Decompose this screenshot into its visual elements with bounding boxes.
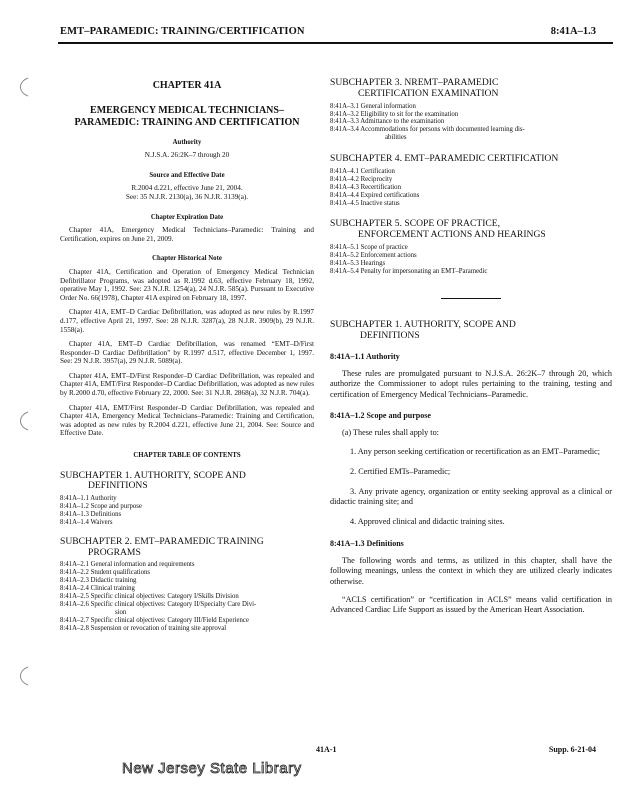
source-line: R.2004 d.221, effective June 21, 2004. [131,184,243,193]
toc-item: 8:41A–5.1 Scope of practice [330,244,408,252]
history-paragraph: Chapter 41A, Certification and Operation of Emergency Medical Technician Defibrillator Programs, was adopted as R.1992 d.63, effective February 18, 1992, operative May 1, 1992. See: 23 N.J.R. 1254(a), 24 N.J.R. 585(a). Pursuant to Executive Order No. 66(1978), Chapter 41A expired on February 18, 1997. [60,267,314,302]
binding-mark-icon [14,410,32,432]
toc-item: 8:41A–4.4 Expired certifications [330,191,420,199]
right-column [330,78,612,623]
chapter-number: CHAPTER 41A [152,80,222,91]
library-stamp: New Jersey State Library [122,760,302,777]
toc-item: 8:41A–4.5 Inactive status [330,199,400,207]
authority-text: N.J.S.A. 26:2K–7 through 20 [144,151,230,160]
toc-item: 8:41A–2.2 Student qualifications [60,569,151,577]
binding-mark-icon [14,76,32,98]
definitions-intro: The following words and terms, as utilized in this chapter, shall have the following meanings, unless the context in which they are utilized clearly indicates otherwise. [330,556,612,586]
section-heading-scope: 8:41A–1.2 Scope and purpose [330,410,431,420]
toc-item: 8:41A–3.2 Eligibility to sit for the examination [330,110,459,118]
history-paragraph: Chapter 41A, EMT/First Responder–D Cardiac Defibrillation, was repealed and Chapter 41A, Emergency Medical Technicians–Paramedic: Training and Certification, was adopted as new rules by R.2004 d.221, effective June 21, 2004. See: Source and Effective Date. [60,403,314,438]
scope-item: 3. Any private agency, organization or entity seeking approval as a clinical or didactic training site; and [330,487,612,507]
toc-subchapter-4: SUBCHAPTER 4. EMT–PARAMEDIC CERTIFICATION [330,153,559,165]
source-heading: Source and Effective Date [149,171,225,179]
toc-item: 8:41A–5.4 Penalty for impersonating an EMT–Paramedic [330,267,488,275]
definition-acls: “ACLS certification” or “certification in ACLS” means valid certification in Advanced Cardiac Life Support as issued by the American Heart Association. [330,594,612,615]
toc-subchapter-3: SUBCHAPTER 3. NREMT–PARAMEDIC CERTIFICATION EXAMINATION [330,77,499,99]
section-heading-definitions: 8:41A–1.3 Definitions [330,538,404,548]
toc-item: 8:41A–1.3 Definitions [60,511,122,519]
toc-item: 8:41A–2.7 Specific clinical objectives: Category III/Field Experience [60,616,249,624]
scope-intro: (a) These rules shall apply to: [342,428,439,438]
toc-item: 8:41A–2.1 General information and requirements [60,561,195,569]
supplement-date: Supp. 6-21-04 [548,745,596,754]
page-number: 41A-1 [316,745,337,754]
left-column [60,78,314,633]
history-paragraph: Chapter 41A, EMT–D Cardiac Defibrillation, was renamed “EMT–D/First Responder–D Cardiac Defibrillation” by R.1997 d.517, effective December 1, 1997. See: 29 N.J.R. 3957(a), 29 N.J.R. 5089(a). [60,340,314,366]
scope-item: 2. Certified EMTs–Paramedic; [350,466,451,476]
toc-item: 8:41A–2.8 Suspension or revocation of training site approval [60,624,227,632]
source-line: See: 35 N.J.R. 2130(a), 36 N.J.R. 3139(a). [125,192,249,201]
toc-heading: CHAPTER TABLE OF CONTENTS [133,452,241,460]
section-divider [441,298,501,299]
history-paragraph: Chapter 41A, EMT–D/First Responder–D Cardiac Defibrillation, was repealed and Chapter 41A, EMT/First Responder–D Cardiac Defibrillation, was adopted as new rules by R.2000 d.70, effective February 22, 2000. See: 31 N.J.R. 2868(a), 32 N.J.R. 704(a). [60,371,314,398]
section-heading-authority: 8:41A–1.1 Authority [330,351,400,361]
toc-item: 8:41A–2.6 Specific clinical objectives: Category II/Specialty Care Divi- sion [60,600,257,616]
header-section-number: 8:41A–1.3 [550,26,596,37]
toc-item: 8:41A–1.2 Scope and purpose [60,503,142,511]
header-rule [58,42,613,44]
toc-item: 8:41A–2.4 Clinical training [60,585,135,593]
binding-mark-icon [14,665,32,687]
expiration-heading: Chapter Expiration Date [150,213,224,221]
running-header [0,0,618,46]
authority-heading: Authority [172,138,202,146]
authority-paragraph: These rules are promulgated pursuant to N.J.S.A. 26:2K–7 through 20, which authorize the Commissioner to adopt rules pertaining to the training, testing and certification of Emergency Medical Technicians–Paramedic. [330,369,612,399]
subchapter-1-heading: SUBCHAPTER 1. AUTHORITY, SCOPE AND DEFINITIONS [330,318,516,341]
expiration-text: Chapter 41A, Emergency Medical Technicians–Paramedic: Training and Certification, expires on June 21, 2009. [60,226,314,243]
toc-item: 8:41A–2.3 Didactic training [60,577,137,585]
toc-subchapter-1: SUBCHAPTER 1. AUTHORITY, SCOPE AND DEFINITIONS [60,469,246,492]
toc-item: 8:41A–1.1 Authority [60,495,117,503]
toc-item: 8:41A–2.5 Specific clinical objectives: Category I/Skills Division [60,593,239,601]
toc-item: 8:41A–3.1 General information [330,102,416,110]
toc-item: 8:41A–4.1 Certification [330,167,395,175]
toc-item: 8:41A–1.4 Waivers [60,518,113,526]
toc-subchapter-5: SUBCHAPTER 5. SCOPE OF PRACTICE, ENFORCEMENT ACTIONS AND HEARINGS [330,218,546,241]
header-title: EMT–PARAMEDIC: TRAINING/CERTIFICATION [60,26,305,37]
history-paragraph: Chapter 41A, EMT–D Cardiac Defibrillation, was adopted as new rules by R.1997 d.177, effective April 21, 1997. See: 28 N.J.R. 3287(a), 28 N.J.R. 3909(b), 29 N.J.R. 1558(a). [60,308,314,334]
scope-item: 4. Approved clinical and didactic training sites. [350,517,505,527]
chapter-title: EMERGENCY MEDICAL TECHNICIANS–PARAMEDIC: TRAINING AND CERTIFICATION [74,104,300,128]
toc-item: 8:41A–3.3 Admittance to the examination [330,118,445,126]
toc-item: 8:41A–5.3 Hearings [330,259,386,267]
toc-subchapter-2: SUBCHAPTER 2. EMT–PARAMEDIC TRAINING PROGRAMS [60,535,264,558]
history-heading: Chapter Historical Note [152,255,222,263]
scope-item: 1. Any person seeking certification or recertification as an EMT–Paramedic; [350,446,601,456]
toc-item: 8:41A–3.4 Accommodations for persons with documented learning dis- abilities [330,126,525,142]
toc-item: 8:41A–4.3 Recertification [330,183,401,191]
toc-item: 8:41A–5.2 Enforcement actions [330,251,417,259]
toc-item: 8:41A–4.2 Reciprocity [330,175,393,183]
